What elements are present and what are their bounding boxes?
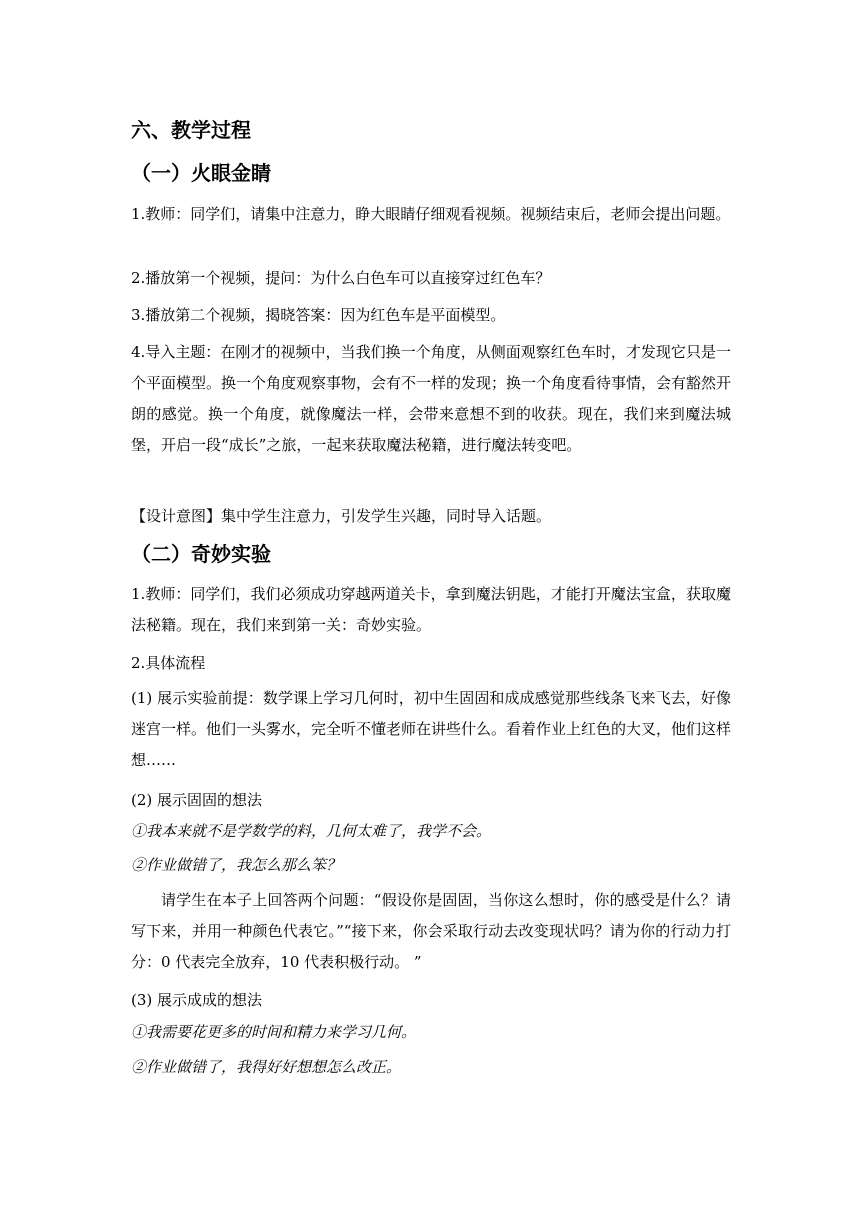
part1-item2: 2.播放第一个视频，提问：为什么白色车可以直接穿过红色车？ — [131, 269, 551, 287]
part2-step1: (1) 展示实验前提：数学课上学习几何时，初中生固固和成成感觉那些线条飞来飞去，好像迷宫一样。他们一头雾水，完全听不懂老师在讲些什么。看着作业上红色的大叉，他们这样想…… — [131, 689, 732, 769]
gugu-thought-1: ①我本来就不是学数学的料，几何太难了，我学不会。 — [131, 822, 492, 840]
chengcheng-thought-2: ②作业做错了，我得好好想想怎么改正。 — [131, 1058, 402, 1076]
part2-item1: 1.教师：同学们，我们必须成功穿越两道关卡，拿到魔法钥匙，才能打开魔法宝盒，获取魔法秘籍。现在，我们来到第一关：奇妙实验。 — [131, 585, 731, 634]
gugu-thought-2: ②作业做错了，我怎么那么笨？ — [131, 856, 342, 874]
section-title: 六、教学过程 — [131, 118, 251, 142]
part1-item1: 1.教师：同学们，请集中注意力，睁大眼睛仔细观看视频。视频结束后，老师会提出问题。 — [131, 205, 731, 223]
chengcheng-thought-1: ①我需要花更多的时间和精力来学习几何。 — [131, 1023, 417, 1041]
part2-item2: 2.具体流程 — [131, 654, 206, 672]
part2-step2: (2) 展示固固的想法 — [131, 791, 263, 809]
part1-item4: 4.导入主题：在刚才的视频中，当我们换一个角度，从侧面观察红色车时，才发现它只是一个平面模型。换一个角度观察事物，会有不一样的发现；换一个角度看待事情，会有豁然开朗的感觉。换一个角度，就像魔法一样，会带来意想不到的收获。现在，我们来到魔法城堡，开启一段“成长”之旅，一起来获取魔法秘籍，进行魔法转变吧。 — [131, 343, 732, 454]
part1-heading: （一）火眼金睛 — [131, 161, 271, 185]
question-paragraph: 请学生在本子上回答两个问题：“假设你是固固，当你这么想时，你的感受是什么？请写下来，并用一种颜色代表它。”“接下来，你会采取行动去改变现状吗？请为你的行动力打分：0 代表完全放弃，10 代表积极行动。 ” — [131, 891, 731, 971]
part2-step3: (3) 展示成成的想法 — [131, 991, 263, 1009]
part1-design-intent: 【设计意图】集中学生注意力，引发学生兴趣，同时导入话题。 — [131, 507, 552, 525]
part2-heading: （二）奇妙实验 — [131, 542, 271, 566]
part1-item3: 3.播放第二个视频，揭晓答案：因为红色车是平面模型。 — [131, 306, 506, 324]
